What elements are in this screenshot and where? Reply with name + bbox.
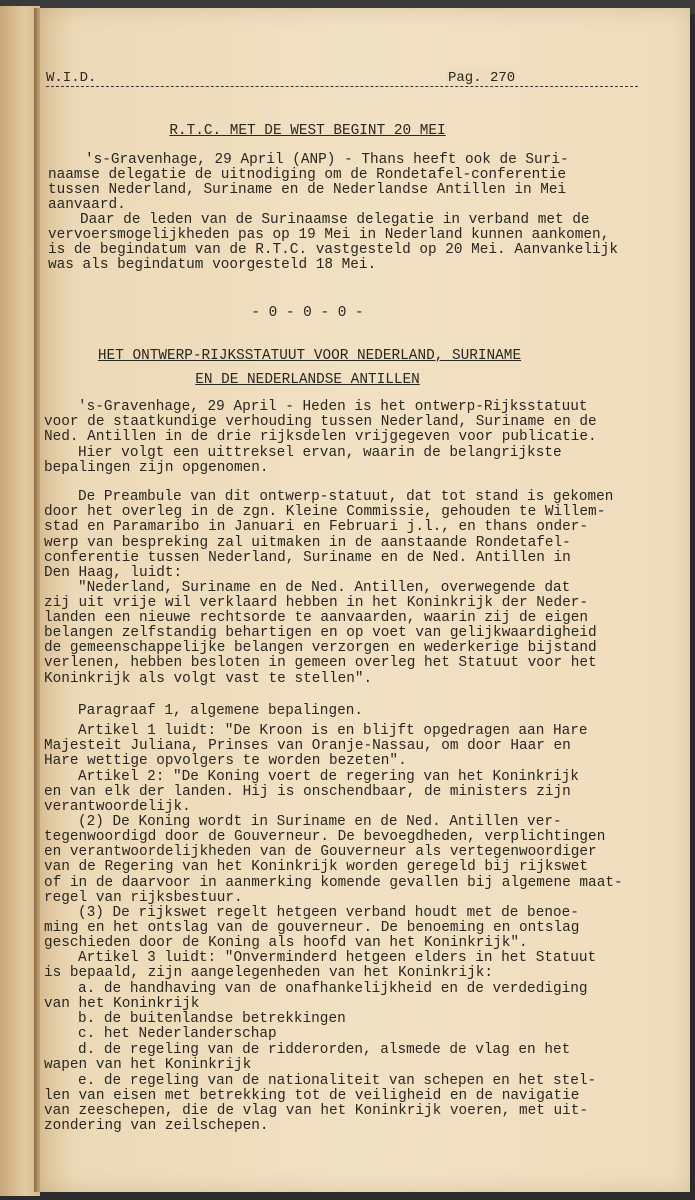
list-item: van het Koninkrijk bbox=[44, 996, 200, 1012]
article2-line: ming en het ontslag van de gouverneur. De benoeming en ontslag bbox=[44, 920, 580, 936]
section-separator: - 0 - 0 - 0 - bbox=[251, 305, 364, 321]
article2-line: of in de daarvoor in aanmerking komende gevallen bij algemene maat- bbox=[44, 875, 623, 891]
article1-line: was als begindatum voorgesteld 18 Mei. bbox=[48, 257, 377, 273]
article2-line: 's-Gravenhage, 29 April - Heden is het ontwerp-Rijksstatuut bbox=[78, 399, 588, 415]
article2-line: geschieden door de Koning als hoofd van het Koninkrijk". bbox=[44, 935, 528, 951]
article2-line: De Preambule van dit ontwerp-statuut, dat tot stand is gekomen bbox=[78, 489, 614, 505]
article2-line: Hier volgt een uittreksel ervan, waarin de belangrijkste bbox=[78, 445, 562, 461]
article2-line: Artikel 3 luidt: "Onverminderd hetgeen elders in het Statuut bbox=[78, 950, 597, 966]
article1-line: naamse delegatie de uitnodiging om de Rondetafel-conferentie bbox=[48, 167, 567, 183]
list-item: e. de regeling van de nationaliteit van schepen en het stel- bbox=[78, 1073, 597, 1089]
list-item: b. de buitenlandse betrekkingen bbox=[78, 1011, 346, 1027]
list-item: c. het Nederlanderschap bbox=[78, 1026, 277, 1042]
article1-line: vervoersmogelijkheden pas op 19 Mei in Nederland kunnen aankomen, bbox=[48, 227, 610, 243]
list-item: wapen van het Koninkrijk bbox=[44, 1057, 252, 1073]
article2-line: (3) De rijkswet regelt hetgeen verband houdt met de benoe- bbox=[78, 905, 579, 921]
article2-title-line1: HET ONTWERP-RIJKSSTATUUT VOOR NEDERLAND, SURINAME bbox=[97, 348, 522, 364]
article1-line: is de begindatum van de R.T.C. vastgesteld op 20 Mei. Aanvankelijk bbox=[48, 242, 618, 258]
article2-line: verlenen, hebben besloten in gemeen overleg het Statuut voor het bbox=[44, 655, 597, 671]
article2-line: door het overleg in de zgn. Kleine Commissie, gehouden te Willem- bbox=[44, 504, 606, 520]
list-item: len van eisen met betrekking tot de veiligheid en de navigatie bbox=[44, 1088, 580, 1104]
page-number: Pag. 270 bbox=[448, 70, 516, 86]
article2-line: Den Haag, luidt: bbox=[44, 565, 183, 581]
article2-line: Koninkrijk als volgt vast te stellen". bbox=[44, 671, 373, 687]
article2-line: Ned. Antillen in de drie rijksdelen vrijgegeven voor publicatie. bbox=[44, 429, 597, 445]
list-item: d. de regeling van de ridderorden, alsmede de vlag en het bbox=[78, 1042, 571, 1058]
article2-line: Hare wettige opvolgers te worden bezeten". bbox=[44, 753, 407, 769]
article1-line: Daar de leden van de Surinaamse delegatie in verband met de bbox=[80, 212, 590, 228]
article2-line: landen een nieuwe rechtsorde te aanvaarden, waarin zij de eigen bbox=[44, 610, 589, 626]
article2-line: tegenwoordigd door de Gouverneur. De bevoegdheden, verplichtingen bbox=[44, 829, 606, 845]
article1-line: aanvaard. bbox=[48, 197, 126, 213]
article2-line: Artikel 2: "De Koning voert de regering van het Koninkrijk bbox=[78, 769, 579, 785]
header-source-code: W.I.D. bbox=[46, 70, 97, 86]
article2-line: de gemeenschappelijke belangen verzorgen en wederkerige bijstand bbox=[44, 640, 597, 656]
paragraph-heading: Paragraaf 1, algemene bepalingen. bbox=[78, 703, 363, 719]
article2-line: verantwoordelijk. bbox=[44, 799, 191, 815]
article2-line: is bepaald, zijn aangelegenheden van het Koninkrijk: bbox=[44, 965, 494, 981]
article1-line: tussen Nederland, Suriname en de Nederlandse Antillen in Mei bbox=[48, 182, 567, 198]
article2-line: bepalingen zijn opgenomen. bbox=[44, 460, 269, 476]
article2-line: en verantwoordelijkheden van de Gouverneur als vertegenwoordiger bbox=[44, 844, 597, 860]
article2-line: Artikel 1 luidt: "De Kroon is en blijft opgedragen aan Hare bbox=[78, 723, 588, 739]
article2-line: Majesteit Juliana, Prinses van Oranje-Nassau, om door Haar en bbox=[44, 738, 571, 754]
article2-line: voor de staatkundige verhouding tussen Nederland, Suriname en de bbox=[44, 414, 597, 430]
article2-line: zij uit vrije wil verklaard hebben in het Koninkrijk der Neder- bbox=[44, 595, 589, 611]
article2-line: belangen zelfstandig behartigen en op voet van gelijkwaardigheid bbox=[44, 625, 597, 641]
list-item: a. de handhaving van de onafhankelijkheid en de verdediging bbox=[78, 981, 588, 997]
page-binding-shadow bbox=[34, 8, 40, 1192]
article2-line: stad en Paramaribo in Januari en Februari j.l., en thans onder- bbox=[44, 519, 589, 535]
list-item: van zeeschepen, die de vlag van het Koninkrijk voeren, met uit- bbox=[44, 1103, 589, 1119]
article1-line: 's-Gravenhage, 29 April (ANP) - Thans heeft ook de Suri- bbox=[85, 152, 569, 168]
article2-line: en van elk der landen. Hij is onschendbaar, de ministers zijn bbox=[44, 784, 571, 800]
header-rule bbox=[46, 86, 638, 87]
article2-line: (2) De Koning wordt in Suriname en de Ned. Antillen ver- bbox=[78, 814, 562, 830]
article2-line: conferentie tussen Nederland, Suriname en de Ned. Antillen in bbox=[44, 550, 571, 566]
article2-line: van de Regering van het Koninkrijk worden geregeld bij rijkswet bbox=[44, 859, 589, 875]
article2-title-line2: EN DE NEDERLANDSE ANTILLEN bbox=[195, 372, 420, 388]
article2-line: regel van rijksbestuur. bbox=[44, 890, 243, 906]
article2-line: "Nederland, Suriname en de Ned. Antillen, overwegende dat bbox=[78, 580, 571, 596]
article1-title: R.T.C. MET DE WEST BEGINT 20 MEI bbox=[169, 123, 446, 139]
article2-line: werp van bespreking zal uitmaken in de aanstaande Rondetafel- bbox=[44, 535, 571, 551]
list-item: zondering van zeilschepen. bbox=[44, 1118, 269, 1134]
